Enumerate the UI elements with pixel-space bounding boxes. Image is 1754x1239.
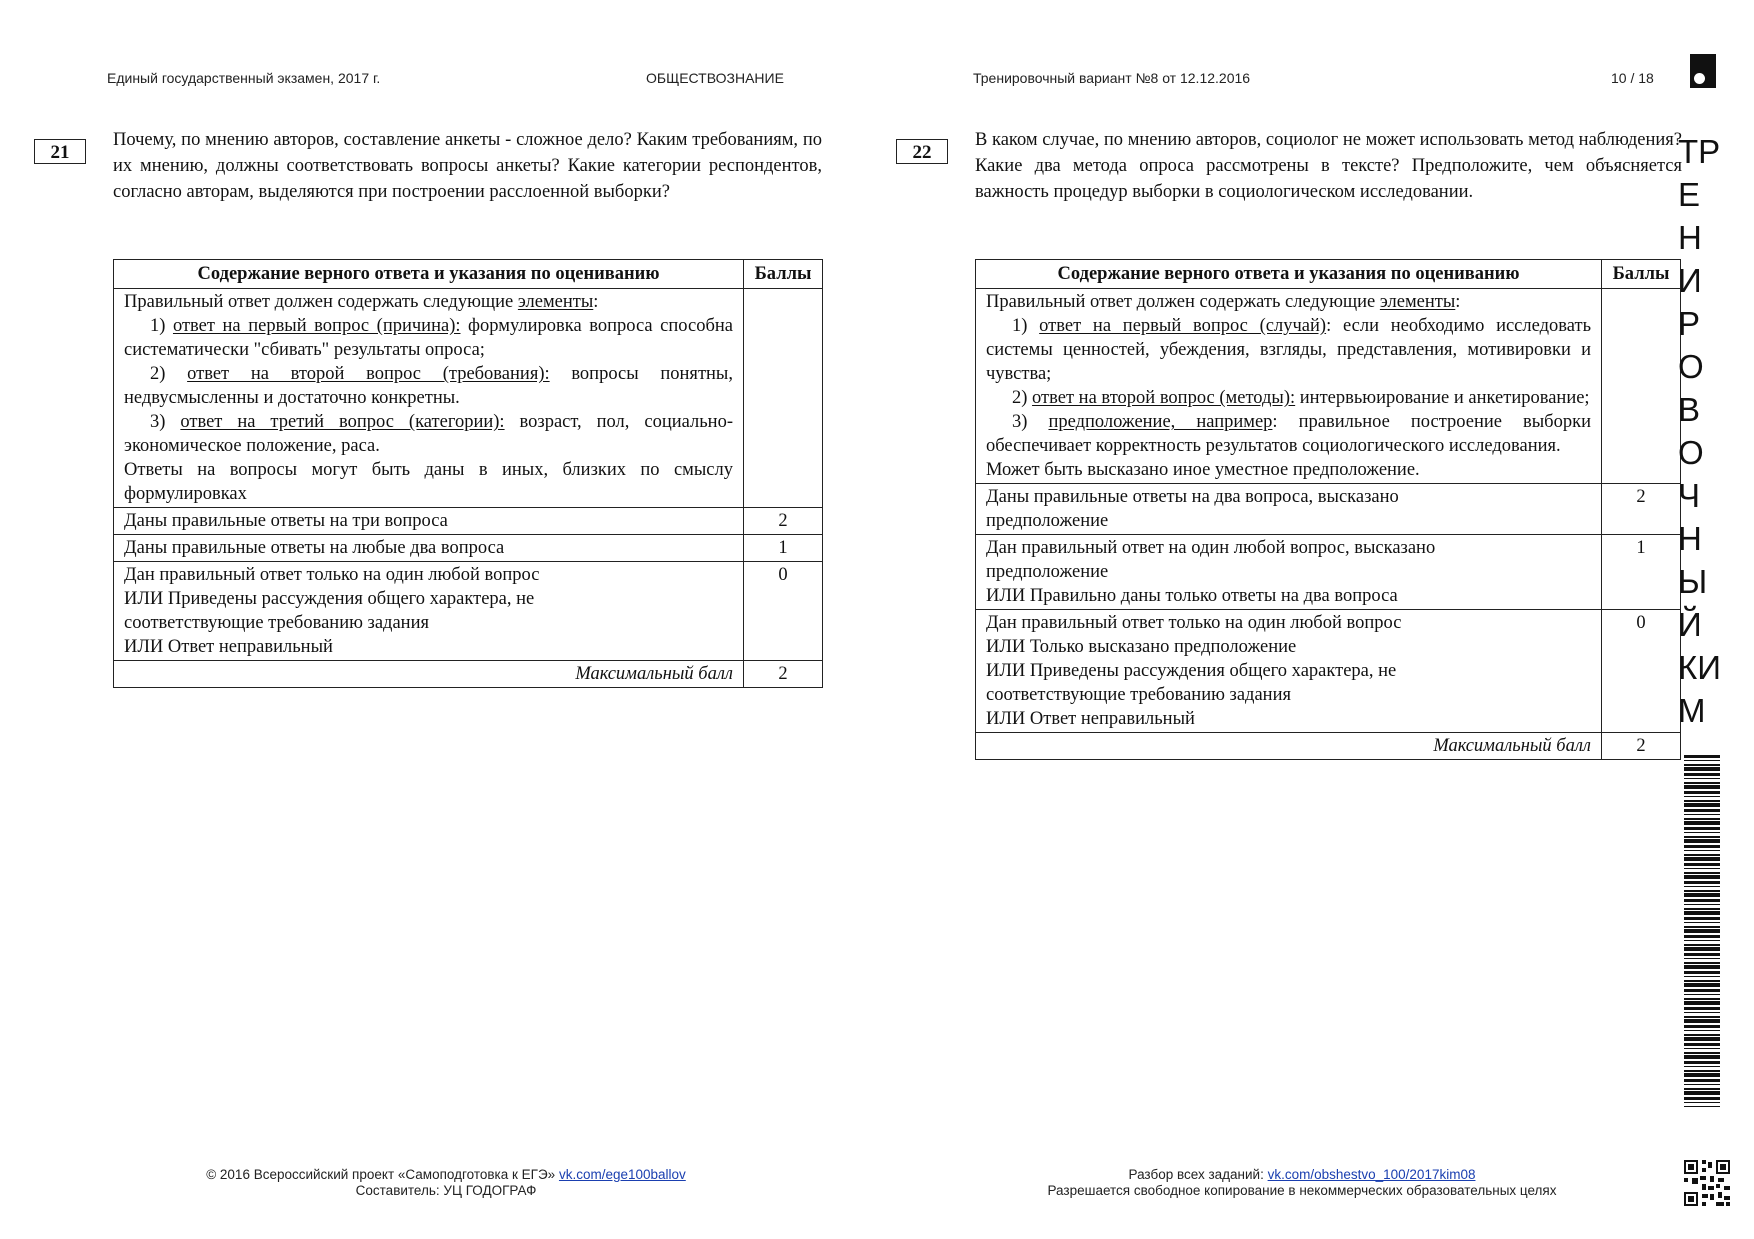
answer-element-1: 1) ответ на первый вопрос (причина): формулировка вопроса способна систематически "сбивать" результаты опроса; xyxy=(124,316,733,360)
answer-note: Ответы на вопросы могут быть даны в иных, близких по смыслу формулировках xyxy=(124,460,733,504)
score-points: 1 xyxy=(1602,535,1681,610)
footer-left: © 2016 Всероссийский проект «Самоподготовка к ЕГЭ» vk.com/ege100ballov Составитель: УЦ ГОДОГРАФ xyxy=(206,1167,686,1198)
score-points: 0 xyxy=(1602,610,1681,733)
score-points: 1 xyxy=(744,535,823,562)
header-subject: ОБЩЕСТВОЗНАНИЕ xyxy=(646,70,784,86)
col-header-points: Баллы xyxy=(744,260,823,289)
footer-right: Разбор всех заданий: vk.com/obshestvo_100/2017kim08 Разрешается свободное копирование в некоммерческих образовательных целях xyxy=(1047,1167,1557,1198)
answer-element-2: 2) ответ на второй вопрос (требования): вопросы понятны, недвусмысленны и достаточно конкретны. xyxy=(124,364,733,408)
score-row: Дан правильный ответ только на один любой вопрос ИЛИ Только высказано предположение ИЛИ Приведены рассуждения общего характера, не соответствующие требованию задания ИЛИ Ответ неправильный 0 xyxy=(976,610,1681,733)
task-number-21: 21 xyxy=(34,139,86,164)
header-variant: Тренировочный вариант №8 от 12.12.2016 xyxy=(973,70,1251,86)
col-header-points: Баллы xyxy=(1602,260,1681,289)
task-21-question: Почему, по мнению авторов, составление анкеты - сложное дело? Каким требованиям, по их мнению, должны соответствовать вопросы анкеты? Какие категории респондентов, согласно авторам, выделяются при построении расслоенной выборки? xyxy=(113,130,822,202)
answer-element-1: 1) ответ на первый вопрос (случай): если необходимо исследовать системы ценностей, убеждения, взгляды, представления, мотивировки и чувства; xyxy=(986,316,1592,384)
score-points: 0 xyxy=(744,562,823,661)
score-points: 2 xyxy=(1602,484,1681,535)
score-row: Даны правильные ответы на любые два вопроса 1 xyxy=(114,535,823,562)
max-score-row xyxy=(114,661,823,688)
answer-elements-row: Правильный ответ должен содержать следующие элементы: 1) ответ на первый вопрос (причина): формулировка вопроса способна систематически "сбивать" результаты опроса; 2) ответ на второй вопрос (требования): вопросы понятны, недвусмысленны и достаточно конкретны. 3) ответ на третий вопрос (категории): возраст, пол, социально-экономическое положение, раса. Ответы на вопросы могут быть даны в иных, близких по смыслу формулировках xyxy=(114,289,823,508)
score-row: Даны правильные ответы на три вопроса 2 xyxy=(114,508,823,535)
task-number-22: 22 xyxy=(896,139,948,164)
max-score-label: Максимальный балл xyxy=(976,733,1602,760)
watermark-vertical: ТР Е Н И Р О В О Ч Н Ы Й КИ М xyxy=(1678,133,1721,729)
header-page-number: 10 / 18 xyxy=(1611,70,1654,86)
corner-marker-icon xyxy=(1690,54,1716,88)
barcode-icon xyxy=(1684,755,1720,1107)
score-points: 2 xyxy=(744,508,823,535)
answer-element-2: 2) ответ на второй вопрос (методы): интервьюирование и анкетирование; xyxy=(1012,388,1590,408)
criteria-table-22 xyxy=(975,259,1681,760)
qr-code-icon xyxy=(1684,1160,1730,1206)
score-row: Дан правильный ответ на один любой вопрос, высказано предположение ИЛИ Правильно даны только ответы на два вопроса 1 xyxy=(976,535,1681,610)
max-score-points: 2 xyxy=(744,661,823,688)
max-score-label: Максимальный балл xyxy=(114,661,744,688)
task-22-question: В каком случае, по мнению авторов, социолог не может использовать метод наблюдения? Какие два метода опроса рассмотрены в тексте? Предположите, чем объясняется важность процедур выборки в социологическом исследовании. xyxy=(975,130,1682,202)
col-header-content: Содержание верного ответа и указания по оцениванию xyxy=(114,260,744,289)
footer-left-link[interactable]: vk.com/ege100ballov xyxy=(558,1167,686,1182)
answer-elements-row: Правильный ответ должен содержать следующие элементы: 1) ответ на первый вопрос (случай): если необходимо исследовать системы ценностей, убеждения, взгляды, представления, мотивировки и чувства; 2) ответ на второй вопрос (методы): интервьюирование и анкетирование; 3) предположение, например: правильное построение выборки обеспечивает корректность результатов социологического исследования. Может быть высказано иное уместное предположение. xyxy=(976,289,1681,484)
header-exam-title: Единый государственный экзамен, 2017 г. xyxy=(107,70,381,86)
max-score-points: 2 xyxy=(1602,733,1681,760)
answer-element-3: 3) ответ на третий вопрос (категории): возраст, пол, социально-экономическое положение, раса. xyxy=(124,412,733,456)
answer-element-3: 3) предположение, например: правильное построение выборки обеспечивает корректность результатов социологического исследования. xyxy=(986,412,1591,456)
score-row: Даны правильные ответы на два вопроса, высказано предположение 2 xyxy=(976,484,1681,535)
answer-note: Может быть высказано иное уместное предположение. xyxy=(986,460,1420,480)
footer-right-link[interactable]: vk.com/obshestvo_100/2017kim08 xyxy=(1267,1167,1476,1182)
col-header-content: Содержание верного ответа и указания по оцениванию xyxy=(976,260,1602,289)
max-score-row xyxy=(976,733,1681,760)
score-row: Дан правильный ответ только на один любой вопрос ИЛИ Приведены рассуждения общего характера, не соответствующие требованию задания ИЛИ Ответ неправильный 0 xyxy=(114,562,823,661)
criteria-table-21 xyxy=(113,259,823,688)
